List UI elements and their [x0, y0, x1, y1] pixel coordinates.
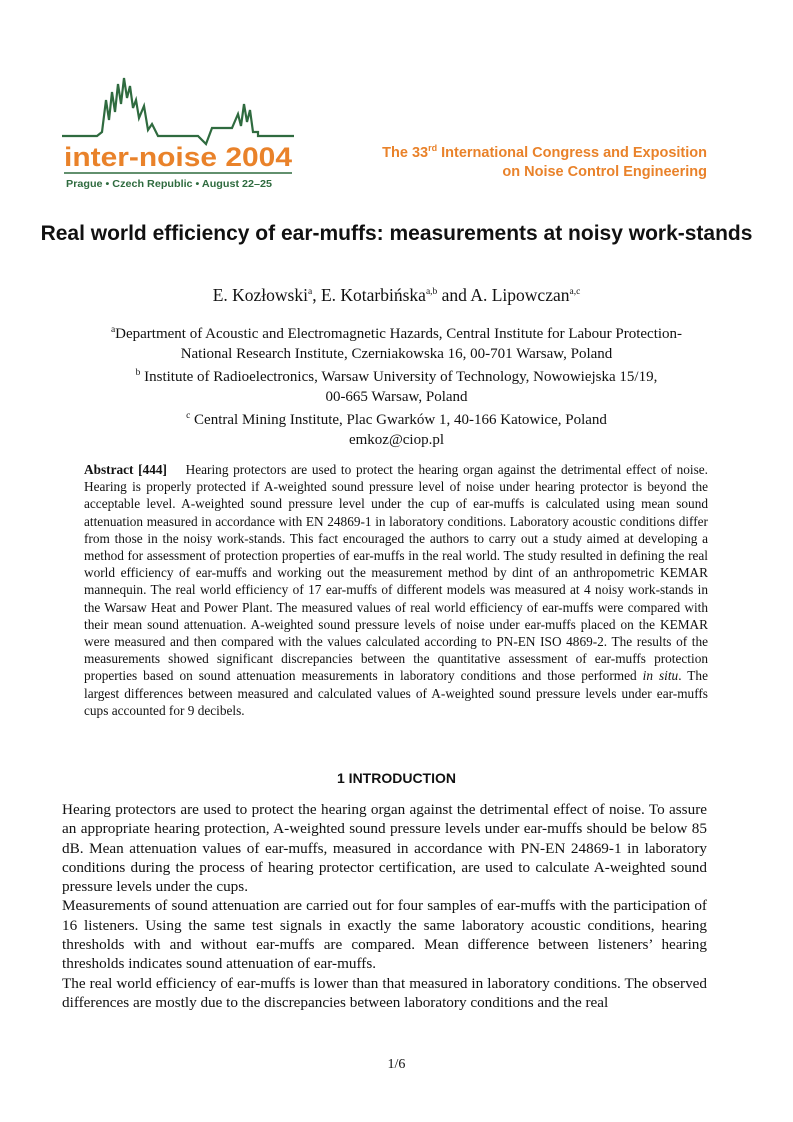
abstract: [84, 461, 708, 719]
affiliation-c: $^c$ Central Mining Institute, Plac Gwarków 1, 40-166 Katowice, Poland: [186, 411, 607, 429]
congress-line-2: on Noise Control Engineering: [502, 163, 707, 180]
affiliations: [60, 321, 733, 451]
prague-skyline-graphic: [62, 78, 294, 144]
paper-title: Real world efficiency of ear-muffs: measurements at noisy work-stands: [40, 222, 753, 245]
logo-tagline: Prague • Czech Republic • August 22–25: [66, 178, 273, 190]
abstract-text-end: . The largest differences between measured and calculated values of A-weighted sound pressure levels under ear-muffs cups accounted for 9 decibels.: [84, 668, 708, 718]
section-heading: 1 INTRODUCTION: [337, 770, 456, 786]
affiliation-a: $^a$Department of Acoustic and Electromagnetic Hazards, Central Institute for Labour Protection-: [110, 325, 683, 342]
paragraph: Measurements of sound attenuation are carried out for four samples of ear-muffs with the participation of 16 listeners. Using the same test signals in exactly the same laboratory acoustic conditions, hearing thresholds with and without ear-muffs are compared. Mean difference between listeners’ hearing thresholds indicates sound attenuation of ear-muffs.: [62, 897, 707, 973]
author-name: E. Kotarbińska: [320, 285, 426, 305]
abstract-text: Hearing protectors are used to protect the hearing organ against the detrimental effect of noise. Hearing is properly protected if A-weighted sound pressure level of noise under hearing protector is beyond the acceptable level. A-weighted sound pressure level under the cup of ear-muffs is calculated using mean sound attenuation measured in accordance with EN 24869-1 in laboratory conditions. Laboratory acoustic conditions differ from those in the noisy work-stands. This fact encouraged the authors to carry out a study aimed at developing a method for assessment of protection properties of ear-muffs in the real world. The study resulted in defining the real world efficiency of ear-muffs and working out the measurement method by dint of an anthropometric KEMAR mannequin. The real world efficiency of 17 ear-muffs of different models was measured at 4 noisy work-stands in the Warsaw Heat and Power Plant. The measured values of real world efficiency of ear-muffs were compared with their mean sound attenuation. A-weighted sound pressure levels of noise under ear-muffs placed on the KEMAR were measured and then compared with the values calculated according to PN-EN ISO 4869-2. The results of the measurements showed significant discrepancies between the quantitative assessment of ear-muffs protection properties based on sound attenuation measurements in laboratory conditions and those performed: [84, 462, 708, 684]
affiliation-b: $^b$ Institute of Radioelectronics, Warsaw University of Technology, Nowowiejska 15/19,: [135, 368, 658, 386]
congress-header: [382, 139, 707, 182]
author-list: E. Kozłowski$^a$, E. Kotarbińska$^{a,b}$ and A. Lipowczan$^{a,c}$: [212, 285, 581, 305]
author-name: E. Kozłowski: [212, 285, 308, 305]
paragraph: The real world efficiency of ear-muffs is lower than that measured in laboratory conditions. The observed differences are mostly due to the discrepancies between laboratory conditions and the real: [62, 974, 707, 1011]
author-name: A. Lipowczan: [470, 285, 570, 305]
inter-noise-2004-logo: [62, 70, 294, 194]
abstract-italic: in situ: [642, 668, 679, 684]
introduction-body: [62, 800, 707, 1012]
abstract-label: Abstract [444]: [84, 462, 167, 477]
page-number: 1/6: [387, 1057, 406, 1072]
contact-email: emkoz@ciop.pl: [348, 431, 445, 448]
affiliation-b-cont: 00-665 Warsaw, Poland: [325, 388, 468, 405]
affiliation-a-cont: National Research Institute, Czerniakowska 16, 00-701 Warsaw, Poland: [180, 345, 613, 362]
logo-wordmark: inter-noise 2004: [64, 142, 292, 172]
congress-line-1: The 33rd International Congress and Exposition: [382, 143, 707, 161]
paragraph: Hearing protectors are used to protect the hearing organ against the detrimental effect of noise. To assure an appropriate hearing protection, A-weighted sound pressure levels under ear-muffs should be below 85 dB. Mean attenuation values of ear-muffs, measured in accordance with PN-EN 24869-1 in laboratory conditions during the process of hearing protector certification, are used to calculate A-weighted sound pressure levels under the cups.: [62, 801, 707, 896]
